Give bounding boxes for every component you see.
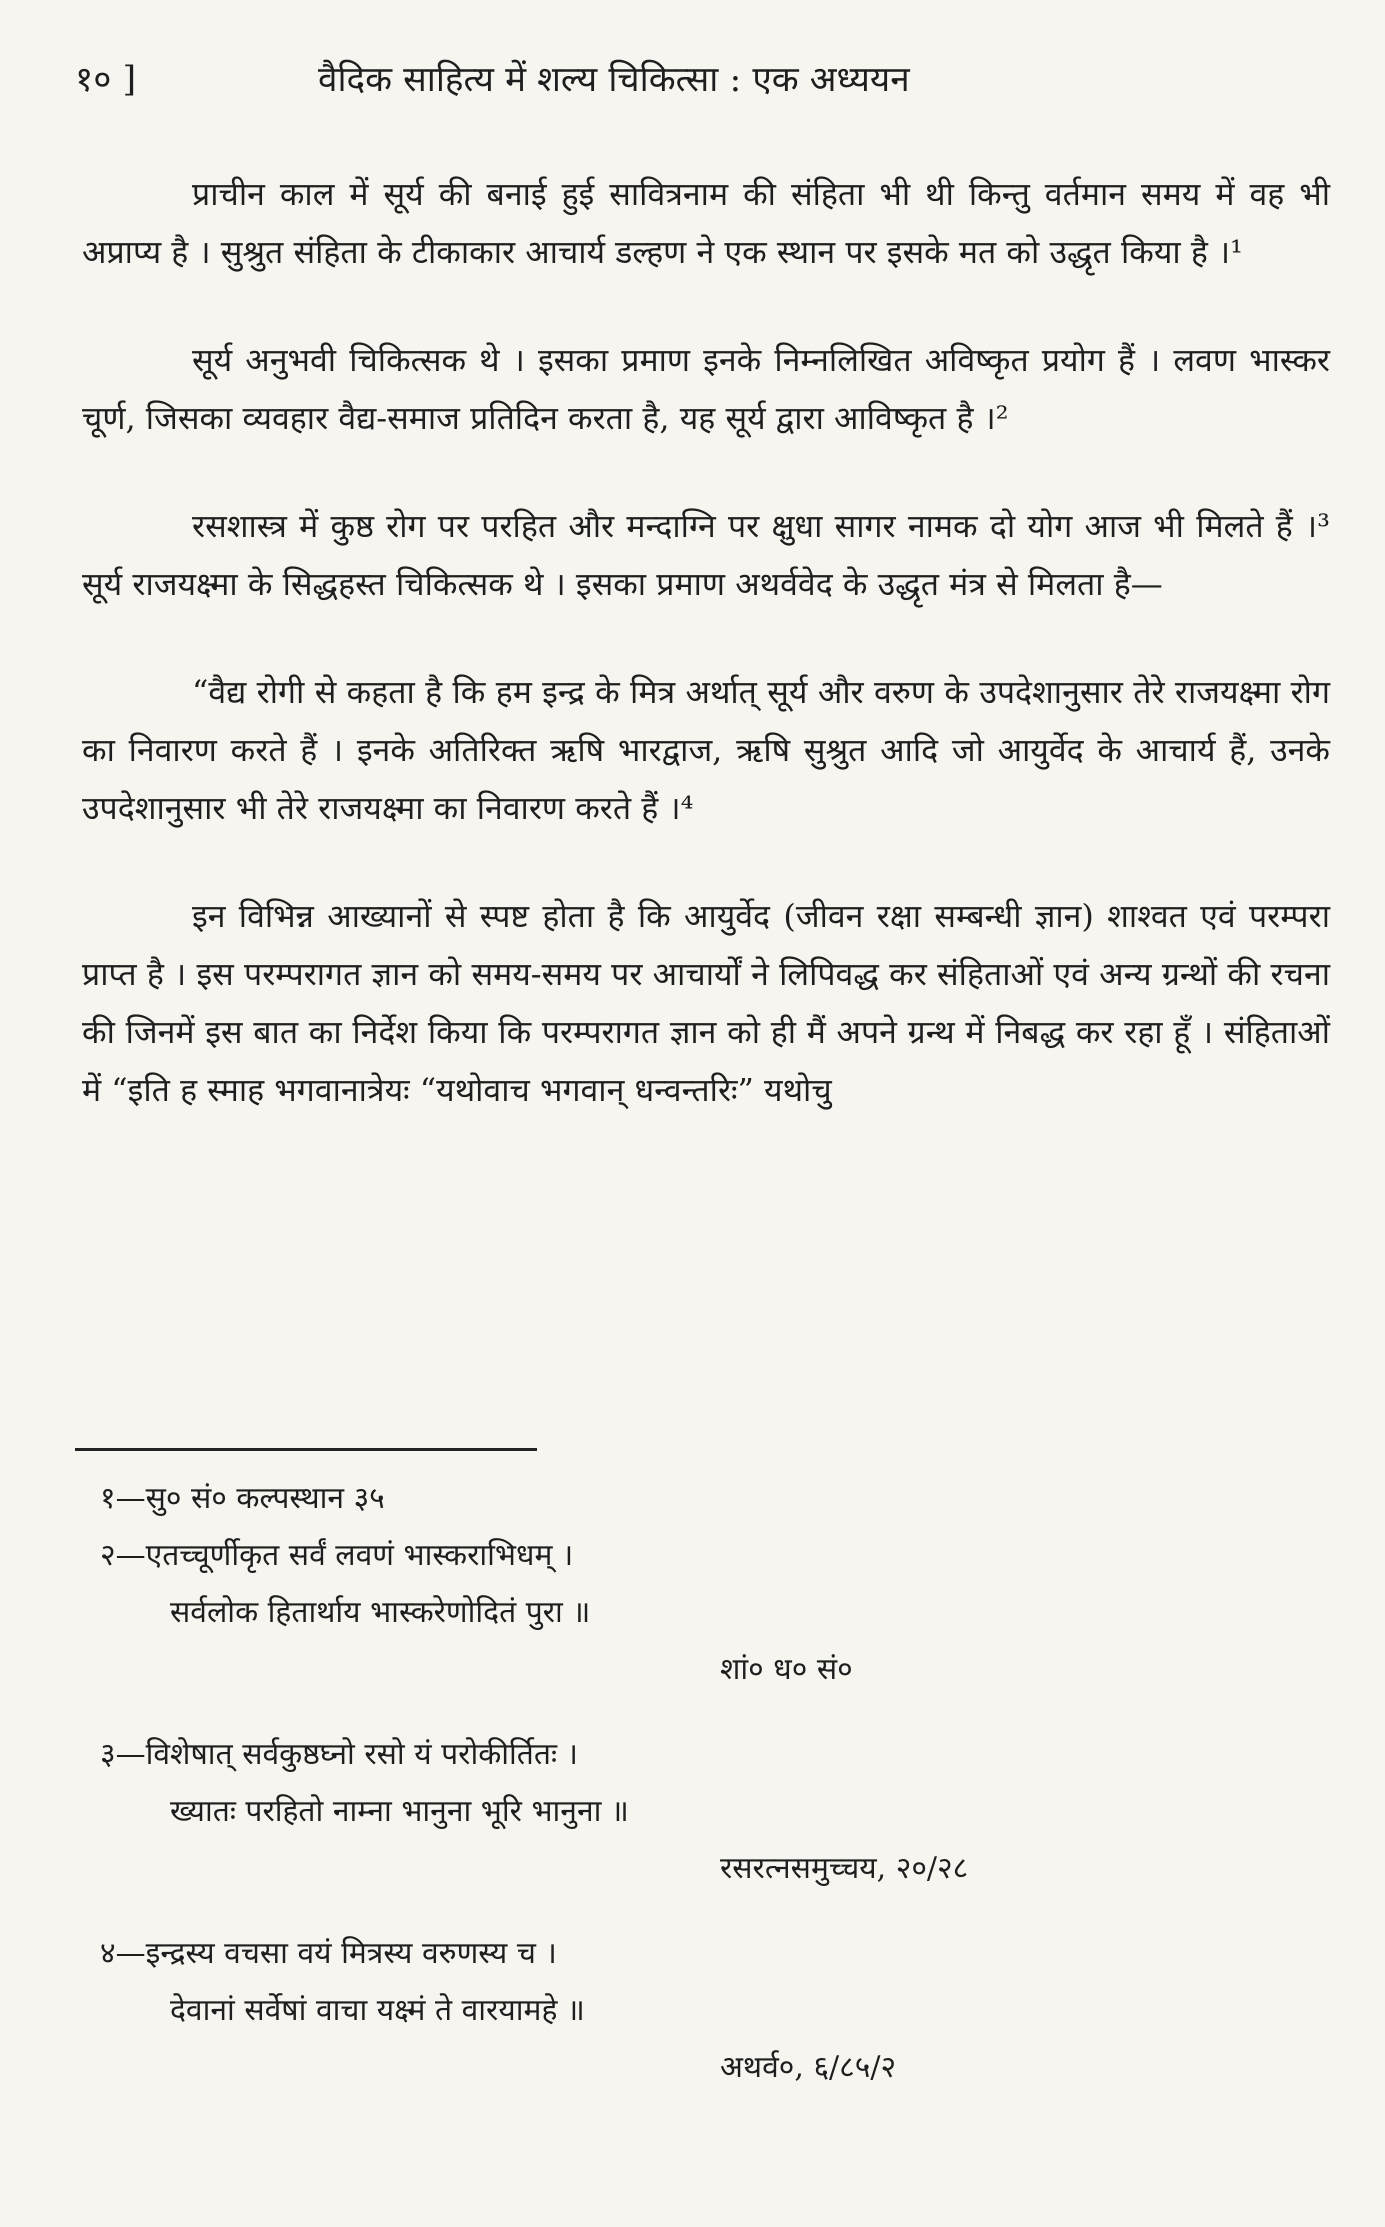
footnote-3 [100, 1726, 1300, 1897]
footnote-2-line-1: २—एतच्चूर्णीकृत सर्वं लवणं भास्कराभिधम् । [100, 1538, 574, 1573]
paragraph-5: इन विभिन्न आख्यानों से स्पष्ट होता है कि आयुर्वेद (जीवन रक्षा सम्बन्धी ज्ञान) शाश्वत एवं परम्परा प्राप्त है । इस परम्परागत ज्ञान को समय-समय पर आचार्यों ने लिपिवद्ध कर संहिताओं एवं अन्य ग्रन्थों की रचना की जिनमें इस बात का निर्देश किया कि परम्परागत ज्ञान को ही मैं अपने ग्रन्थ में निबद्ध कर रहा हूँ । संहिताओं में “इति ह स्माह भगवानात्रेयः “यथोवाच भगवान् धन्वन्तरिः” यथोचु [82, 897, 1330, 1109]
running-title: वैदिक साहित्य में शल्य चिकित्सा : एक अध्ययन [318, 60, 910, 100]
footnote-2-line-2: सर्वलोक हितार्थाय भास्करेणोदितं पुरा ॥ [170, 1595, 591, 1630]
paragraph-3: रसशास्त्र में कुष्ठ रोग पर परहित और मन्दाग्नि पर क्षुधा सागर नामक दो योग आज भी मिलते हैं ।³ सूर्य राजयक्ष्मा के सिद्धहस्त चिकित्सक थे । इसका प्रमाण अथर्ववेद के उद्धृत मंत्र से मिलता है— [82, 507, 1330, 603]
paragraph-4-quotation: “वैद्य रोगी से कहता है कि हम इन्द्र के मित्र अर्थात् सूर्य और वरुण के उपदेशानुसार तेरे राजयक्ष्मा रोग का निवारण करते हैं । इनके अतिरिक्त ऋषि भारद्वाज, ऋषि सुश्रुत आदि जो आयुर्वेद के आचार्य हैं, उनके उपदेशानुसार भी तेरे राजयक्ष्मा का निवारण करते हैं ।⁴ [82, 673, 1330, 827]
footnotes [100, 1470, 1300, 2124]
footnote-4 [100, 1925, 1300, 2096]
footnote-2-source: शां० ध० सं० [720, 1652, 853, 1687]
footnote-3-source: रसरत्नसमुच्चय, २०/२८ [720, 1851, 969, 1886]
footnote-4-line-1: ४—इन्द्रस्य वचसा वयं मित्रस्य वरुणस्य च । [100, 1936, 557, 1971]
footnote-1 [100, 1470, 1300, 1527]
footnote-3-line-1: ३—विशेषात् सर्वकुष्ठघ्नो रसो यं परोकीर्तितः । [100, 1737, 578, 1772]
footnote-1-text: १—सु० सं० कल्पस्थान ३५ [100, 1481, 385, 1516]
footnote-4-source: अथर्व०, ६/८५/२ [720, 2050, 897, 2085]
paragraph-1: प्राचीन काल में सूर्य की बनाई हुई सावित्रनाम की संहिता भी थी किन्तु वर्तमान समय में वह भी अप्राप्य है । सुश्रुत संहिता के टीकाकार आचार्य डल्हण ने एक स्थान पर इसके मत को उद्धृत किया है ।¹ [82, 175, 1330, 271]
footnote-4-line-2: देवानां सर्वेषां वाचा यक्ष्मं ते वारयामहे ॥ [170, 1993, 585, 2028]
footnote-separator [75, 1448, 537, 1451]
page-number: १० ] [75, 60, 137, 100]
footnote-3-line-2: ख्यातः परहितो नाम्ना भानुना भूरि भानुना ॥ [170, 1794, 629, 1829]
main-text [82, 165, 1330, 1119]
footnote-2 [100, 1527, 1300, 1698]
paragraph-2: सूर्य अनुभवी चिकित्सक थे । इसका प्रमाण इनके निम्नलिखित अविष्कृत प्रयोग हैं । लवण भास्कर चूर्ण, जिसका व्यवहार वैद्य-समाज प्रतिदिन करता है, यह सूर्य द्वारा आविष्कृत है ।² [82, 341, 1330, 437]
